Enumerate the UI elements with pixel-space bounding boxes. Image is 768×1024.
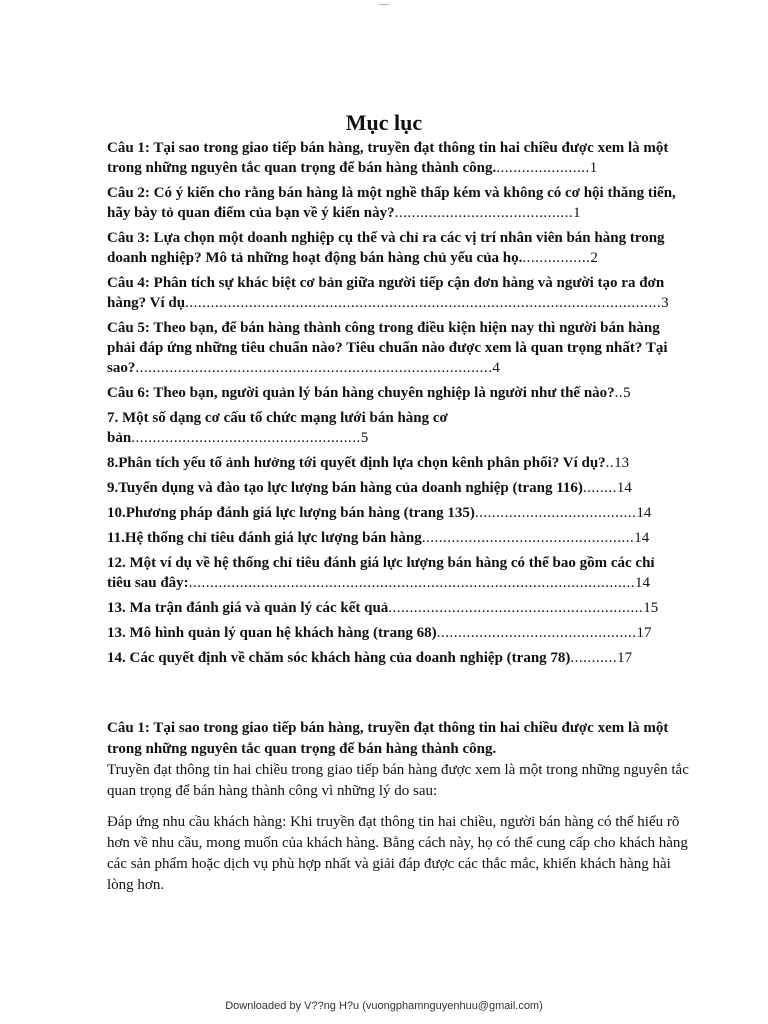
download-footer: Downloaded by V??ng H?u (vuongphamnguyenhuu@gmail.com) — [225, 1000, 543, 1012]
toc-page-number: 2 — [590, 250, 598, 266]
toc-entry[interactable] — [107, 408, 678, 448]
toc-entry[interactable] — [107, 453, 678, 473]
toc-entry-title: 12. Một ví dụ về hệ thống chỉ tiêu đánh giá lực lượng bán hàng có thể bao gồm các chỉ tiêu sau đây: — [107, 555, 655, 591]
toc-entry[interactable] — [107, 183, 678, 223]
toc-page-number: 3 — [661, 295, 669, 311]
toc-entry[interactable] — [107, 648, 678, 668]
toc-leader-dots: ............................................................ — [388, 600, 644, 616]
toc-entry[interactable] — [107, 228, 678, 268]
toc-leader-dots: .. — [614, 385, 624, 401]
toc-entry[interactable] — [107, 553, 678, 593]
toc-page-number: 1 — [589, 160, 598, 176]
toc-leader-dots: ...................... — [496, 160, 590, 176]
answer-section — [107, 718, 692, 896]
toc-entry-title: 13. Mô hình quản lý quan hệ khách hàng (trang 68) — [107, 625, 437, 641]
toc-entry-title: Câu 4: Phân tích sự khác biệt cơ bản giữa người tiếp cận đơn hàng và người tạo ra đơn hàng? Ví dụ — [107, 275, 665, 311]
toc-page-number: 14 — [616, 480, 632, 496]
toc-entry-title: 13. Ma trận đánh giá và quản lý các kết quả — [107, 600, 389, 616]
toc-entry[interactable] — [107, 528, 678, 548]
toc-page-number: 4 — [492, 360, 500, 376]
toc-entry[interactable] — [107, 383, 678, 403]
toc-page-number: 5 — [360, 430, 369, 446]
toc-entry-title: Câu 3: Lựa chọn một doanh nghiệp cụ thể và chỉ ra các vị trí nhân viên bán hàng trong doanh nghiệp? Mô tả những hoạt động bán hàng chủ yếu của họ. — [107, 230, 665, 266]
toc-leader-dots: ...................................................... — [131, 430, 361, 446]
toc-entry-title: 9.Tuyển dụng và đào tạo lực lượng bán hàng của doanh nghiệp (trang 116) — [107, 480, 583, 496]
toc-entry[interactable] — [107, 623, 678, 643]
toc-leader-dots: ........... — [570, 650, 618, 666]
toc-entry-title: Câu 1: Tại sao trong giao tiếp bán hàng, truyền đạt thông tin hai chiều được xem là một trong những nguyên tắc quan trọng để bán hàng thành công. — [107, 140, 669, 176]
toc-leader-dots: .......................................... — [394, 205, 574, 221]
toc-page-number: 17 — [617, 650, 633, 666]
toc-entry[interactable] — [107, 503, 678, 523]
toc-leader-dots: .................................................. — [421, 530, 635, 546]
toc-leader-dots: ......................................................................................................... — [188, 575, 635, 591]
toc-page-number: 15 — [643, 600, 659, 616]
page-title: Mục lục — [345, 110, 423, 135]
toc-entry-title: 7. Một số dạng cơ cấu tổ chức mạng lưới bán hàng cơ bản — [107, 410, 448, 446]
paragraph: Truyền đạt thông tin hai chiều trong giao tiếp bán hàng được xem là một trong những nguyên tắc quan trọng để bán hàng thành công vì những lý do sau: — [107, 762, 689, 799]
toc-entry[interactable] — [107, 478, 678, 498]
toc-entry[interactable] — [107, 138, 678, 178]
toc-leader-dots: ...................................... — [474, 505, 637, 521]
toc-leader-dots: .. — [605, 455, 615, 471]
toc-entry-title: 14. Các quyết định về chăm sóc khách hàng của doanh nghiệp (trang 78) — [107, 650, 571, 666]
toc-page-number: 13 — [614, 455, 630, 471]
toc-leader-dots: ............................................... — [436, 625, 637, 641]
toc-entry[interactable] — [107, 273, 678, 313]
toc-entry-title: Câu 5: Theo bạn, để bán hàng thành công trong điều kiện hiện nay thì người bán hàng phải đáp ứng những tiêu chuẩn nào? Tiêu chuẩn nào được xem là quan trọng nhất? Tại sao? — [107, 320, 668, 376]
toc-leader-dots: ................ — [522, 250, 591, 266]
toc-page-number: 14 — [634, 575, 650, 591]
toc-leader-dots: ................................................................................................................ — [185, 295, 662, 311]
page-top-mark: — — [379, 0, 389, 10]
toc-leader-dots: .................................................................................... — [135, 360, 493, 376]
toc-entry-title: 10.Phương pháp đánh giá lực lượng bán hàng (trang 135) — [107, 505, 475, 521]
toc-page-number: 17 — [636, 625, 652, 641]
toc-page-number: 5 — [623, 385, 631, 401]
toc-entry-title: Câu 6: Theo bạn, người quản lý bán hàng chuyên nghiệp là người như thế nào? — [107, 385, 615, 401]
toc-entry-title: 8.Phân tích yếu tố ảnh hưởng tới quyết định lựa chọn kênh phân phối? Ví dụ? — [107, 455, 606, 471]
toc-entry[interactable] — [107, 598, 678, 618]
toc-page-number: 1 — [573, 205, 581, 221]
toc-page-number: 14 — [634, 530, 650, 546]
paragraph: Đáp ứng nhu cầu khách hàng: Khi truyền đạt thông tin hai chiều, người bán hàng có thể hiểu rõ hơn về nhu cầu, mong muốn của khách hàng. Bằng cách này, họ có thể cung cấp cho khách hàng các sản phẩm hoặc dịch vụ phù hợp nhất và giải đáp được các thắc mắc, khiến khách hàng hài lòng hơn. — [107, 814, 688, 893]
toc-leader-dots: ........ — [582, 480, 617, 496]
toc-entry[interactable] — [107, 318, 678, 378]
toc-entry-title: 11.Hệ thống chỉ tiêu đánh giá lực lượng bán hàng — [107, 530, 422, 546]
table-of-contents — [107, 138, 678, 673]
question-heading: Câu 1: Tại sao trong giao tiếp bán hàng, truyền đạt thông tin hai chiều được xem là một trong những nguyên tắc quan trọng để bán hàng thành công. — [107, 720, 669, 757]
toc-entry-title: Câu 2: Có ý kiến cho rằng bán hàng là một nghề thấp kém và không có cơ hội thăng tiến, hãy bày tỏ quan điểm của bạn về ý kiến này? — [107, 185, 676, 221]
toc-page-number: 14 — [636, 505, 652, 521]
